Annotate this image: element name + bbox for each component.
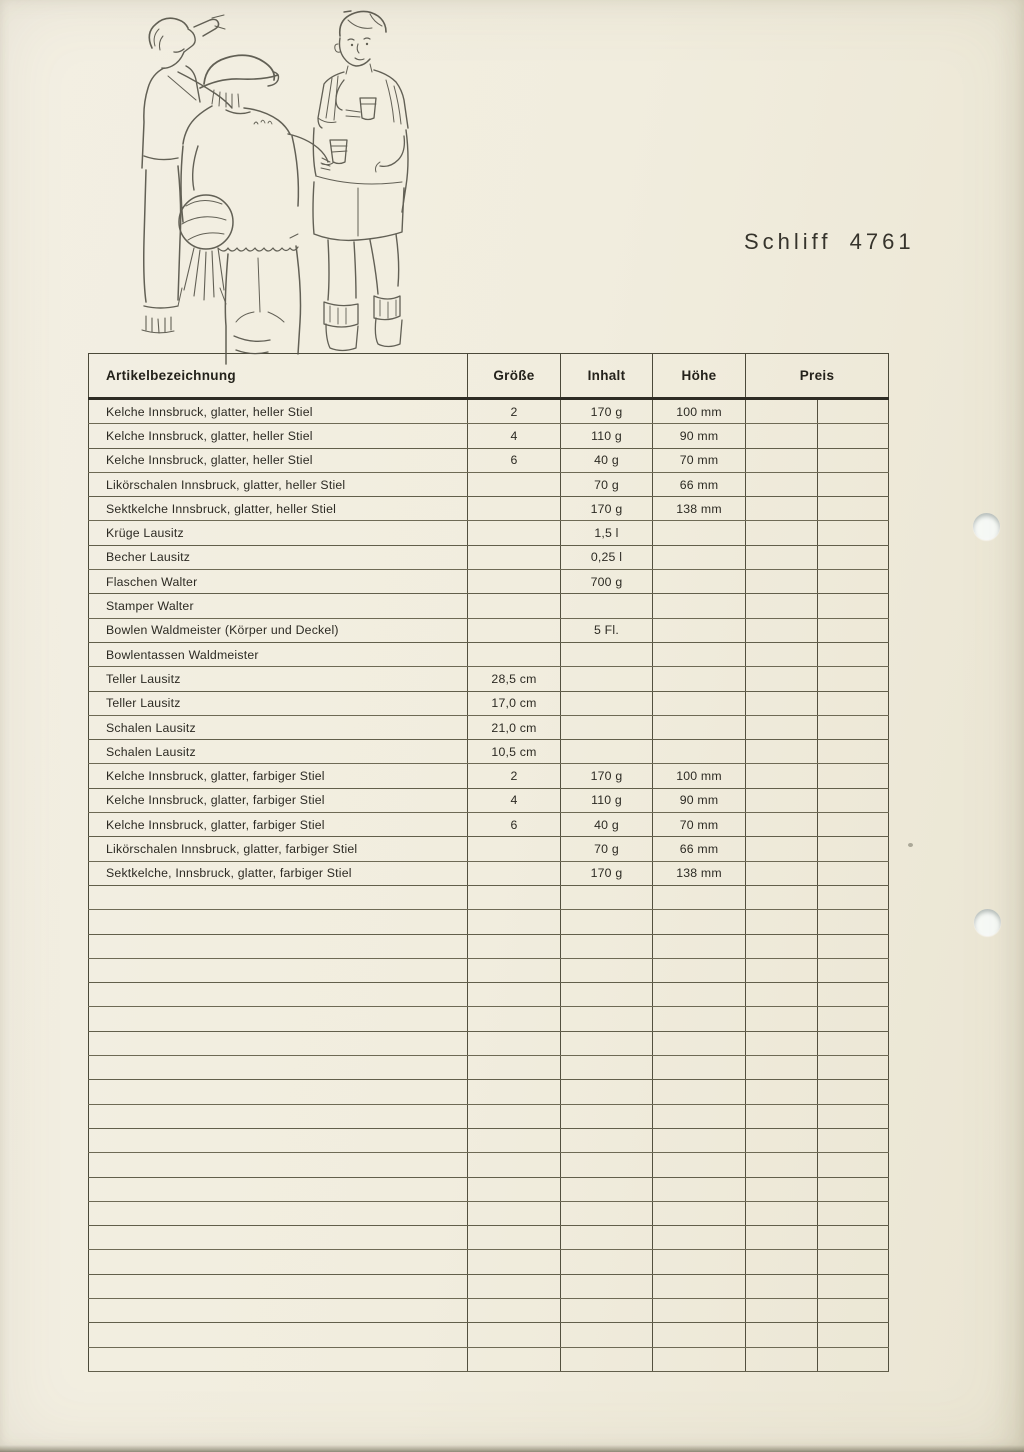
empty-cell: [89, 1274, 468, 1298]
cell-inhalt: [561, 594, 653, 618]
empty-row: [89, 1031, 889, 1055]
cell-hoehe: [653, 740, 746, 764]
cell-preis1: [746, 570, 818, 594]
empty-cell: [653, 1347, 746, 1371]
empty-cell: [746, 1031, 818, 1055]
empty-cell: [561, 1323, 653, 1347]
cell-preis2: [818, 448, 889, 472]
empty-cell: [818, 885, 889, 909]
cell-preis1: [746, 521, 818, 545]
empty-cell: [818, 1056, 889, 1080]
cell-inhalt: 70 g: [561, 837, 653, 861]
cell-preis2: [818, 545, 889, 569]
empty-row: [89, 885, 889, 909]
empty-cell: [89, 1007, 468, 1031]
empty-cell: [818, 1274, 889, 1298]
cell-preis1: [746, 691, 818, 715]
empty-cell: [561, 1347, 653, 1371]
empty-cell: [653, 983, 746, 1007]
empty-cell: [89, 885, 468, 909]
empty-cell: [818, 1347, 889, 1371]
empty-cell: [89, 1298, 468, 1322]
cell-groesse: 17,0 cm: [468, 691, 561, 715]
empty-cell: [89, 1031, 468, 1055]
empty-row: [89, 1056, 889, 1080]
empty-cell: [818, 1104, 889, 1128]
cell-groesse: [468, 521, 561, 545]
cell-hoehe: [653, 715, 746, 739]
empty-cell: [653, 910, 746, 934]
cell-inhalt: 1,5 l: [561, 521, 653, 545]
cell-hoehe: [653, 667, 746, 691]
empty-cell: [818, 1323, 889, 1347]
cell-inhalt: 70 g: [561, 472, 653, 496]
empty-cell: [746, 1128, 818, 1152]
empty-cell: [653, 1177, 746, 1201]
cell-groesse: 4: [468, 788, 561, 812]
empty-cell: [818, 1226, 889, 1250]
header-artikelbezeichnung: Artikelbezeichnung: [89, 354, 468, 399]
empty-cell: [468, 1007, 561, 1031]
empty-row: [89, 1104, 889, 1128]
empty-cell: [653, 1080, 746, 1104]
cell-preis2: [818, 740, 889, 764]
article-row: [89, 570, 889, 594]
empty-cell: [653, 1201, 746, 1225]
cell-hoehe: 66 mm: [653, 837, 746, 861]
cell-inhalt: 40 g: [561, 813, 653, 837]
cell-groesse: [468, 472, 561, 496]
empty-row: [89, 934, 889, 958]
cell-inhalt: 170 g: [561, 497, 653, 521]
cell-artikel: Schalen Lausitz: [89, 740, 468, 764]
empty-cell: [468, 1177, 561, 1201]
empty-cell: [653, 1128, 746, 1152]
article-row: [89, 545, 889, 569]
cell-inhalt: 110 g: [561, 788, 653, 812]
empty-cell: [818, 1007, 889, 1031]
empty-cell: [468, 1201, 561, 1225]
empty-cell: [561, 1128, 653, 1152]
empty-cell: [818, 1177, 889, 1201]
empty-cell: [818, 1153, 889, 1177]
empty-cell: [89, 1226, 468, 1250]
empty-cell: [468, 934, 561, 958]
header-groesse: Größe: [468, 354, 561, 399]
empty-cell: [468, 1323, 561, 1347]
cell-artikel: Teller Lausitz: [89, 691, 468, 715]
empty-cell: [653, 958, 746, 982]
scan-edge-bottom: [0, 1445, 1024, 1452]
cell-artikel: Schalen Lausitz: [89, 715, 468, 739]
article-row: [89, 861, 889, 885]
empty-cell: [746, 1323, 818, 1347]
empty-cell: [561, 983, 653, 1007]
empty-cell: [468, 1274, 561, 1298]
empty-cell: [746, 1250, 818, 1274]
cell-artikel: Kelche Innsbruck, glatter, heller Stiel: [89, 399, 468, 424]
cell-artikel: Kelche Innsbruck, glatter, farbiger Stiel: [89, 764, 468, 788]
cell-artikel: Kelche Innsbruck, glatter, heller Stiel: [89, 424, 468, 448]
cell-artikel: Sektkelche, Innsbruck, glatter, farbiger Stiel: [89, 861, 468, 885]
empty-cell: [468, 1298, 561, 1322]
empty-cell: [561, 1007, 653, 1031]
empty-cell: [468, 1031, 561, 1055]
empty-cell: [561, 1056, 653, 1080]
empty-cell: [561, 1177, 653, 1201]
empty-row: [89, 1274, 889, 1298]
article-row: [89, 594, 889, 618]
toasting-men-sketch-illustration: [108, 6, 442, 370]
cell-preis2: [818, 472, 889, 496]
empty-row: [89, 1177, 889, 1201]
cell-artikel: Kelche Innsbruck, glatter, heller Stiel: [89, 448, 468, 472]
cell-artikel: Sektkelche Innsbruck, glatter, heller Stiel: [89, 497, 468, 521]
empty-cell: [561, 1080, 653, 1104]
empty-cell: [653, 1056, 746, 1080]
cell-preis1: [746, 715, 818, 739]
cell-preis2: [818, 570, 889, 594]
empty-cell: [561, 934, 653, 958]
cell-preis2: [818, 667, 889, 691]
empty-cell: [746, 1226, 818, 1250]
article-row: [89, 788, 889, 812]
empty-cell: [89, 958, 468, 982]
cell-preis2: [818, 691, 889, 715]
article-row: [89, 618, 889, 642]
cell-groesse: [468, 618, 561, 642]
empty-cell: [89, 1104, 468, 1128]
empty-cell: [468, 1226, 561, 1250]
empty-cell: [468, 885, 561, 909]
empty-cell: [561, 1274, 653, 1298]
cell-preis1: [746, 667, 818, 691]
cell-preis2: [818, 837, 889, 861]
header-hoehe: Höhe: [653, 354, 746, 399]
cell-groesse: 6: [468, 813, 561, 837]
cell-preis2: [818, 594, 889, 618]
empty-cell: [561, 1104, 653, 1128]
cell-hoehe: [653, 618, 746, 642]
empty-cell: [653, 1031, 746, 1055]
cell-artikel: Bowlen Waldmeister (Körper und Deckel): [89, 618, 468, 642]
empty-cell: [746, 1201, 818, 1225]
cell-hoehe: 138 mm: [653, 861, 746, 885]
cell-artikel: Krüge Lausitz: [89, 521, 468, 545]
punch-hole-top: [973, 513, 1000, 540]
cell-inhalt: 40 g: [561, 448, 653, 472]
cell-hoehe: 100 mm: [653, 399, 746, 424]
cell-preis1: [746, 618, 818, 642]
empty-cell: [89, 983, 468, 1007]
cell-preis1: [746, 861, 818, 885]
cell-preis1: [746, 594, 818, 618]
empty-cell: [746, 958, 818, 982]
cell-groesse: 2: [468, 764, 561, 788]
empty-cell: [468, 983, 561, 1007]
cell-inhalt: 170 g: [561, 399, 653, 424]
cell-inhalt: 700 g: [561, 570, 653, 594]
cell-hoehe: 100 mm: [653, 764, 746, 788]
empty-cell: [561, 885, 653, 909]
empty-cell: [746, 885, 818, 909]
empty-cell: [468, 1128, 561, 1152]
cell-inhalt: [561, 642, 653, 666]
cell-groesse: [468, 497, 561, 521]
empty-row: [89, 958, 889, 982]
cell-groesse: [468, 570, 561, 594]
header-preis: Preis: [746, 354, 889, 399]
empty-cell: [89, 1153, 468, 1177]
cell-preis2: [818, 399, 889, 424]
empty-row: [89, 1226, 889, 1250]
empty-cell: [818, 1250, 889, 1274]
cell-groesse: 28,5 cm: [468, 667, 561, 691]
empty-cell: [561, 1226, 653, 1250]
article-row: [89, 667, 889, 691]
cell-inhalt: 170 g: [561, 861, 653, 885]
article-row: [89, 521, 889, 545]
cell-artikel: Kelche Innsbruck, glatter, farbiger Stiel: [89, 813, 468, 837]
cell-artikel: Teller Lausitz: [89, 667, 468, 691]
empty-cell: [746, 910, 818, 934]
cell-preis2: [818, 424, 889, 448]
document-title: Schliff 4761: [744, 229, 915, 254]
empty-cell: [746, 1298, 818, 1322]
cell-preis1: [746, 472, 818, 496]
empty-row: [89, 1007, 889, 1031]
empty-cell: [89, 1323, 468, 1347]
empty-cell: [653, 1298, 746, 1322]
empty-cell: [89, 1201, 468, 1225]
empty-cell: [89, 1056, 468, 1080]
cell-hoehe: [653, 545, 746, 569]
empty-cell: [468, 1056, 561, 1080]
empty-cell: [653, 1323, 746, 1347]
paper-smudge: [908, 843, 913, 847]
empty-cell: [561, 1250, 653, 1274]
article-row: [89, 399, 889, 424]
article-row: [89, 642, 889, 666]
empty-cell: [746, 1274, 818, 1298]
empty-cell: [653, 1153, 746, 1177]
cell-groesse: 10,5 cm: [468, 740, 561, 764]
empty-cell: [746, 934, 818, 958]
empty-cell: [653, 934, 746, 958]
empty-cell: [468, 958, 561, 982]
cell-preis2: [818, 764, 889, 788]
article-row: [89, 764, 889, 788]
empty-cell: [89, 1080, 468, 1104]
article-row: [89, 691, 889, 715]
cell-preis1: [746, 813, 818, 837]
empty-row: [89, 910, 889, 934]
empty-cell: [746, 1104, 818, 1128]
stray-dash: [344, 11, 351, 12]
empty-cell: [818, 1080, 889, 1104]
cell-inhalt: [561, 691, 653, 715]
empty-cell: [653, 1007, 746, 1031]
empty-cell: [653, 1104, 746, 1128]
cell-inhalt: 5 Fl.: [561, 618, 653, 642]
empty-cell: [653, 885, 746, 909]
article-row: [89, 740, 889, 764]
empty-cell: [561, 1298, 653, 1322]
cell-groesse: [468, 837, 561, 861]
cell-preis2: [818, 521, 889, 545]
empty-cell: [89, 934, 468, 958]
cell-preis2: [818, 788, 889, 812]
cell-inhalt: 0,25 l: [561, 545, 653, 569]
empty-cell: [746, 1080, 818, 1104]
empty-row: [89, 1080, 889, 1104]
empty-cell: [561, 1031, 653, 1055]
cell-hoehe: 70 mm: [653, 448, 746, 472]
cell-preis1: [746, 837, 818, 861]
empty-cell: [561, 958, 653, 982]
empty-cell: [818, 983, 889, 1007]
cell-hoehe: 70 mm: [653, 813, 746, 837]
cell-preis1: [746, 497, 818, 521]
article-row: [89, 715, 889, 739]
empty-cell: [468, 1250, 561, 1274]
cell-artikel: Likörschalen Innsbruck, glatter, farbiger Stiel: [89, 837, 468, 861]
empty-row: [89, 1153, 889, 1177]
empty-cell: [653, 1274, 746, 1298]
cell-hoehe: 138 mm: [653, 497, 746, 521]
empty-cell: [89, 1250, 468, 1274]
empty-cell: [746, 1056, 818, 1080]
cell-groesse: [468, 594, 561, 618]
cell-groesse: [468, 861, 561, 885]
empty-cell: [653, 1250, 746, 1274]
cell-hoehe: [653, 570, 746, 594]
empty-cell: [746, 1347, 818, 1371]
article-row: [89, 837, 889, 861]
cell-inhalt: 110 g: [561, 424, 653, 448]
empty-cell: [746, 983, 818, 1007]
cell-preis1: [746, 740, 818, 764]
cell-preis2: [818, 618, 889, 642]
cell-preis1: [746, 764, 818, 788]
empty-cell: [468, 1080, 561, 1104]
empty-cell: [818, 1128, 889, 1152]
empty-row: [89, 1347, 889, 1371]
cell-preis2: [818, 813, 889, 837]
cell-groesse: [468, 545, 561, 569]
article-row: [89, 497, 889, 521]
empty-cell: [746, 1007, 818, 1031]
cell-hoehe: 66 mm: [653, 472, 746, 496]
cell-hoehe: [653, 691, 746, 715]
empty-cell: [468, 910, 561, 934]
empty-cell: [818, 1298, 889, 1322]
cell-artikel: Becher Lausitz: [89, 545, 468, 569]
empty-cell: [89, 1177, 468, 1201]
cell-hoehe: 90 mm: [653, 424, 746, 448]
cell-groesse: 2: [468, 399, 561, 424]
cell-artikel: Flaschen Walter: [89, 570, 468, 594]
cell-artikel: Bowlentassen Waldmeister: [89, 642, 468, 666]
cell-preis1: [746, 545, 818, 569]
cell-artikel: Stamper Walter: [89, 594, 468, 618]
cell-artikel: Likörschalen Innsbruck, glatter, heller Stiel: [89, 472, 468, 496]
empty-row: [89, 1298, 889, 1322]
empty-cell: [468, 1153, 561, 1177]
article-row: [89, 424, 889, 448]
cell-groesse: 4: [468, 424, 561, 448]
cell-inhalt: [561, 667, 653, 691]
empty-cell: [89, 1347, 468, 1371]
article-row: [89, 448, 889, 472]
empty-row: [89, 983, 889, 1007]
cell-preis1: [746, 424, 818, 448]
cell-artikel: Kelche Innsbruck, glatter, farbiger Stiel: [89, 788, 468, 812]
article-row: [89, 813, 889, 837]
empty-row: [89, 1201, 889, 1225]
cell-preis1: [746, 642, 818, 666]
empty-cell: [561, 1153, 653, 1177]
empty-cell: [746, 1177, 818, 1201]
price-table: [88, 353, 889, 1372]
cell-groesse: 6: [468, 448, 561, 472]
cell-groesse: 21,0 cm: [468, 715, 561, 739]
cell-hoehe: [653, 521, 746, 545]
cell-groesse: [468, 642, 561, 666]
punch-hole-bottom: [974, 909, 1001, 936]
cell-hoehe: 90 mm: [653, 788, 746, 812]
cell-inhalt: 170 g: [561, 764, 653, 788]
cell-preis2: [818, 497, 889, 521]
cell-inhalt: [561, 740, 653, 764]
article-row: [89, 472, 889, 496]
cell-hoehe: [653, 594, 746, 618]
empty-cell: [818, 1201, 889, 1225]
cell-preis1: [746, 788, 818, 812]
empty-cell: [468, 1104, 561, 1128]
cell-hoehe: [653, 642, 746, 666]
cell-preis1: [746, 399, 818, 424]
cell-preis1: [746, 448, 818, 472]
empty-row: [89, 1323, 889, 1347]
empty-cell: [818, 1031, 889, 1055]
empty-cell: [89, 910, 468, 934]
empty-cell: [818, 958, 889, 982]
cell-preis2: [818, 642, 889, 666]
cell-inhalt: [561, 715, 653, 739]
empty-cell: [89, 1128, 468, 1152]
empty-row: [89, 1128, 889, 1152]
empty-cell: [818, 910, 889, 934]
header-inhalt: Inhalt: [561, 354, 653, 399]
empty-cell: [561, 1201, 653, 1225]
empty-row: [89, 1250, 889, 1274]
cell-preis2: [818, 861, 889, 885]
empty-cell: [653, 1226, 746, 1250]
empty-cell: [468, 1347, 561, 1371]
empty-cell: [746, 1153, 818, 1177]
cell-preis2: [818, 715, 889, 739]
empty-cell: [818, 934, 889, 958]
empty-cell: [561, 910, 653, 934]
